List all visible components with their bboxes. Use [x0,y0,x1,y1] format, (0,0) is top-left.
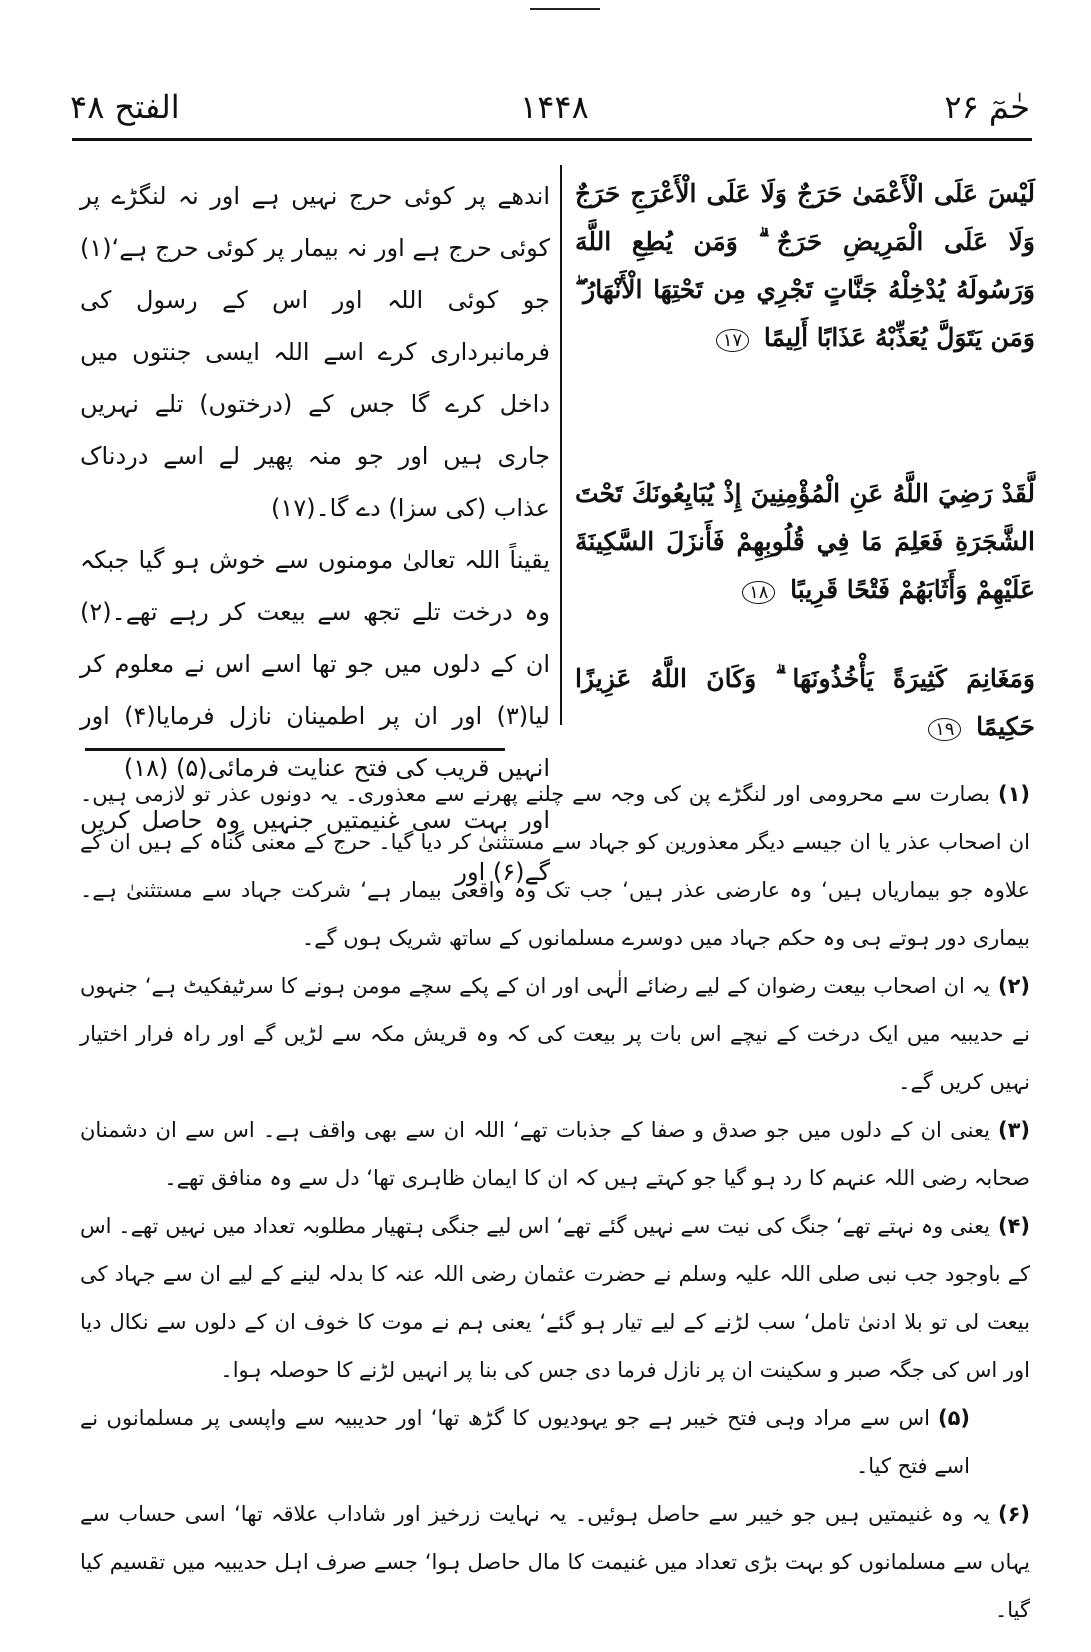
footnote-text: یہ وہ غنیمتیں ہیں جو خیبر سے حاصل ہوئیں۔ یہ نہایت زرخیز اور شاداب علاقہ تھا‘ اسی حساب سے یہاں سے مسلمانوں کو بہت بڑی تعداد میں غنیمت کا مال حاصل ہوا‘ جسے صرف اہل حدیبیہ میں تقسیم کیا گیا۔ [80,1502,1030,1622]
footnote-text: یعنی وہ نہتے تھے‘ جنگ کی نیت سے نہیں گئے تھے‘ اس لیے جنگی ہتھیار مطلوبہ تعداد میں نہیں تھے۔ اس کے باوجود جب نبی صلی اللہ علیہ وسلم نے حضرت عثمان رضی اللہ عنہ کا بدلہ لینے کے لیے ان سے جہاد کی بیعت لی تو بلا ادنیٰ تامل‘ سب لڑنے کے لیے تیار ہو گئے‘ یعنی ہم نے موت کا خوف ان کے دلوں سے نکال دیا اور اس کی جگہ صبر و سکینت ان پر نازل فرما دی جس کی بنا پر انہیں لڑنے کا حوصلہ ہوا۔ [80,1214,1030,1382]
juz-name: حٰمٓ ۲۶ [944,88,1030,126]
ayah-17-text: لَيْسَ عَلَى الْأَعْمَىٰ حَرَجٌ وَلَا عَلَى الْأَعْرَجِ حَرَجٌ وَلَا عَلَى الْمَرِيضِ حَرَجٌ ۗ وَمَن يُطِعِ اللَّهَ وَرَسُولَهُ يُدْخِلْهُ جَنَّاتٍ تَجْرِي مِن تَحْتِهَا الْأَنْهَارُ ۖ وَمَن يَتَوَلَّ يُعَذِّبْهُ عَذَابًا أَلِيمًا [575,179,1035,352]
footnote-rule [85,748,505,751]
footnote-text: بصارت سے محرومی اور لنگڑے پن کی وجہ سے چلنے پھرنے سے معذوری۔ یہ دونوں عذر تو لازمی ہیں۔ ان اصحاب عذر یا ان جیسے دیگر معذورین کو جہاد سے مستثنیٰ کر دیا گیا۔ حرج کے معنی گناہ کے ہیں ان کے علاوہ جو بیماریاں ہیں‘ وہ عارضی عذر ہیں‘ جب تک وہ واقعی بیمار ہے‘ شرکت جہاد سے مستثنیٰ ہے۔ بیماری دور ہوتے ہی وہ حکم جہاد میں دوسرے مسلمانوں کے ساتھ شریک ہوں گے۔ [80,782,1030,950]
footnotes [80,770,1030,1634]
footnote-number: (۶) [997,1502,1030,1526]
ayah-18-number: ۱۸ [742,581,775,604]
footnote [80,770,1030,962]
column-divider [560,165,562,725]
footnote-number: (۱) [997,782,1030,806]
footnote-text: یہ ان اصحاب بیعت رضوان کے لیے رضائے الٰہی اور ان کے پکے سچے مومن ہونے کا سرٹیفکیٹ ہے‘ جنہوں نے حدیبیہ میں ایک درخت کے نیچے اس بات پر بیعت کی کہ وہ قریش مکہ سے لڑیں گے اور راہ فرار اختیار نہیں کریں گے۔ [80,974,1030,1094]
footnote [80,1106,1030,1202]
arabic-ayah-19 [575,655,1035,754]
translation-19: اور بہت سی غنیمتیں جنہیں وہ حاصل کریں گے(۶) اور [80,806,550,886]
surah-name: الفتح ۴۸ [70,88,180,126]
footnote-number: (۵) [937,1406,970,1430]
footnote-text: اس سے مراد وہی فتح خیبر ہے جو یہودیوں کا گڑھ تھا‘ اور حدیبیہ سے واپسی پر مسلمانوں نے اسے فتح کیا۔ [80,1406,970,1478]
footnote-text: یعنی ان کے دلوں میں جو صدق و صفا کے جذبات تھے‘ اللہ ان سے بھی واقف ہے۔ اس سے ان دشمنان صحابہ رضی اللہ عنہم کا رد ہو گیا جو کہتے ہیں کہ ان کا ایمان ظاہری تھا‘ دل سے وہ منافق تھے۔ [80,1118,1030,1190]
footnote-number: (۴) [997,1214,1030,1238]
ayah-19-number: ۱۹ [928,718,961,741]
arabic-ayah-17 [575,170,1035,365]
ayah-19-text: وَمَغَانِمَ كَثِيرَةً يَأْخُذُونَهَا ۗ وَكَانَ اللَّهُ عَزِيزًا حَكِيمًا [575,664,1035,741]
footnote [80,1490,1030,1634]
header-rule [72,138,1032,141]
page-header [50,88,1050,136]
footnote [80,1202,1030,1394]
translation-18: یقیناً اللہ تعالیٰ مومنوں سے خوش ہو گیا جبکہ وہ درخت تلے تجھ سے بیعت کر رہے تھے۔(۲) ان کے دلوں میں جو تھا اسے اس نے معلوم کر لیا(۳) اور ان پر اطمینان نازل فرمایا(۴) اور انہیں قریب کی فتح عنایت فرمائی(۵) (۱۸) [80,546,550,782]
top-mark-line [530,8,600,10]
page-number: ۱۴۴۸ [520,88,589,126]
arabic-ayah-18 [575,470,1035,617]
footnote [80,1394,1030,1490]
translation-17: اندھے پر کوئی حرج نہیں ہے اور نہ لنگڑے پر کوئی حرج ہے اور نہ بیمار پر کوئی حرج ہے‘(۱) جو کوئی اللہ اور اس کے رسول کی فرمانبرداری کرے اسے اللہ ایسی جنتوں میں داخل کرے گا جس کے (درختوں) تلے نہریں جاری ہیں اور جو منہ پھیر لے اسے دردناک عذاب (کی سزا) دے گا۔(۱۷) [80,182,550,522]
footnote [80,962,1030,1106]
footnote-number: (۳) [997,1118,1030,1142]
footnote-number: (۲) [997,974,1030,998]
ayah-18-text: لَّقَدْ رَضِيَ اللَّهُ عَنِ الْمُؤْمِنِينَ إِذْ يُبَايِعُونَكَ تَحْتَ الشَّجَرَةِ فَعَلِمَ مَا فِي قُلُوبِهِمْ فَأَنزَلَ السَّكِينَةَ عَلَيْهِمْ وَأَثَابَهُمْ فَتْحًا قَرِيبًا [575,479,1035,604]
ayah-17-number: ۱۷ [716,329,749,352]
